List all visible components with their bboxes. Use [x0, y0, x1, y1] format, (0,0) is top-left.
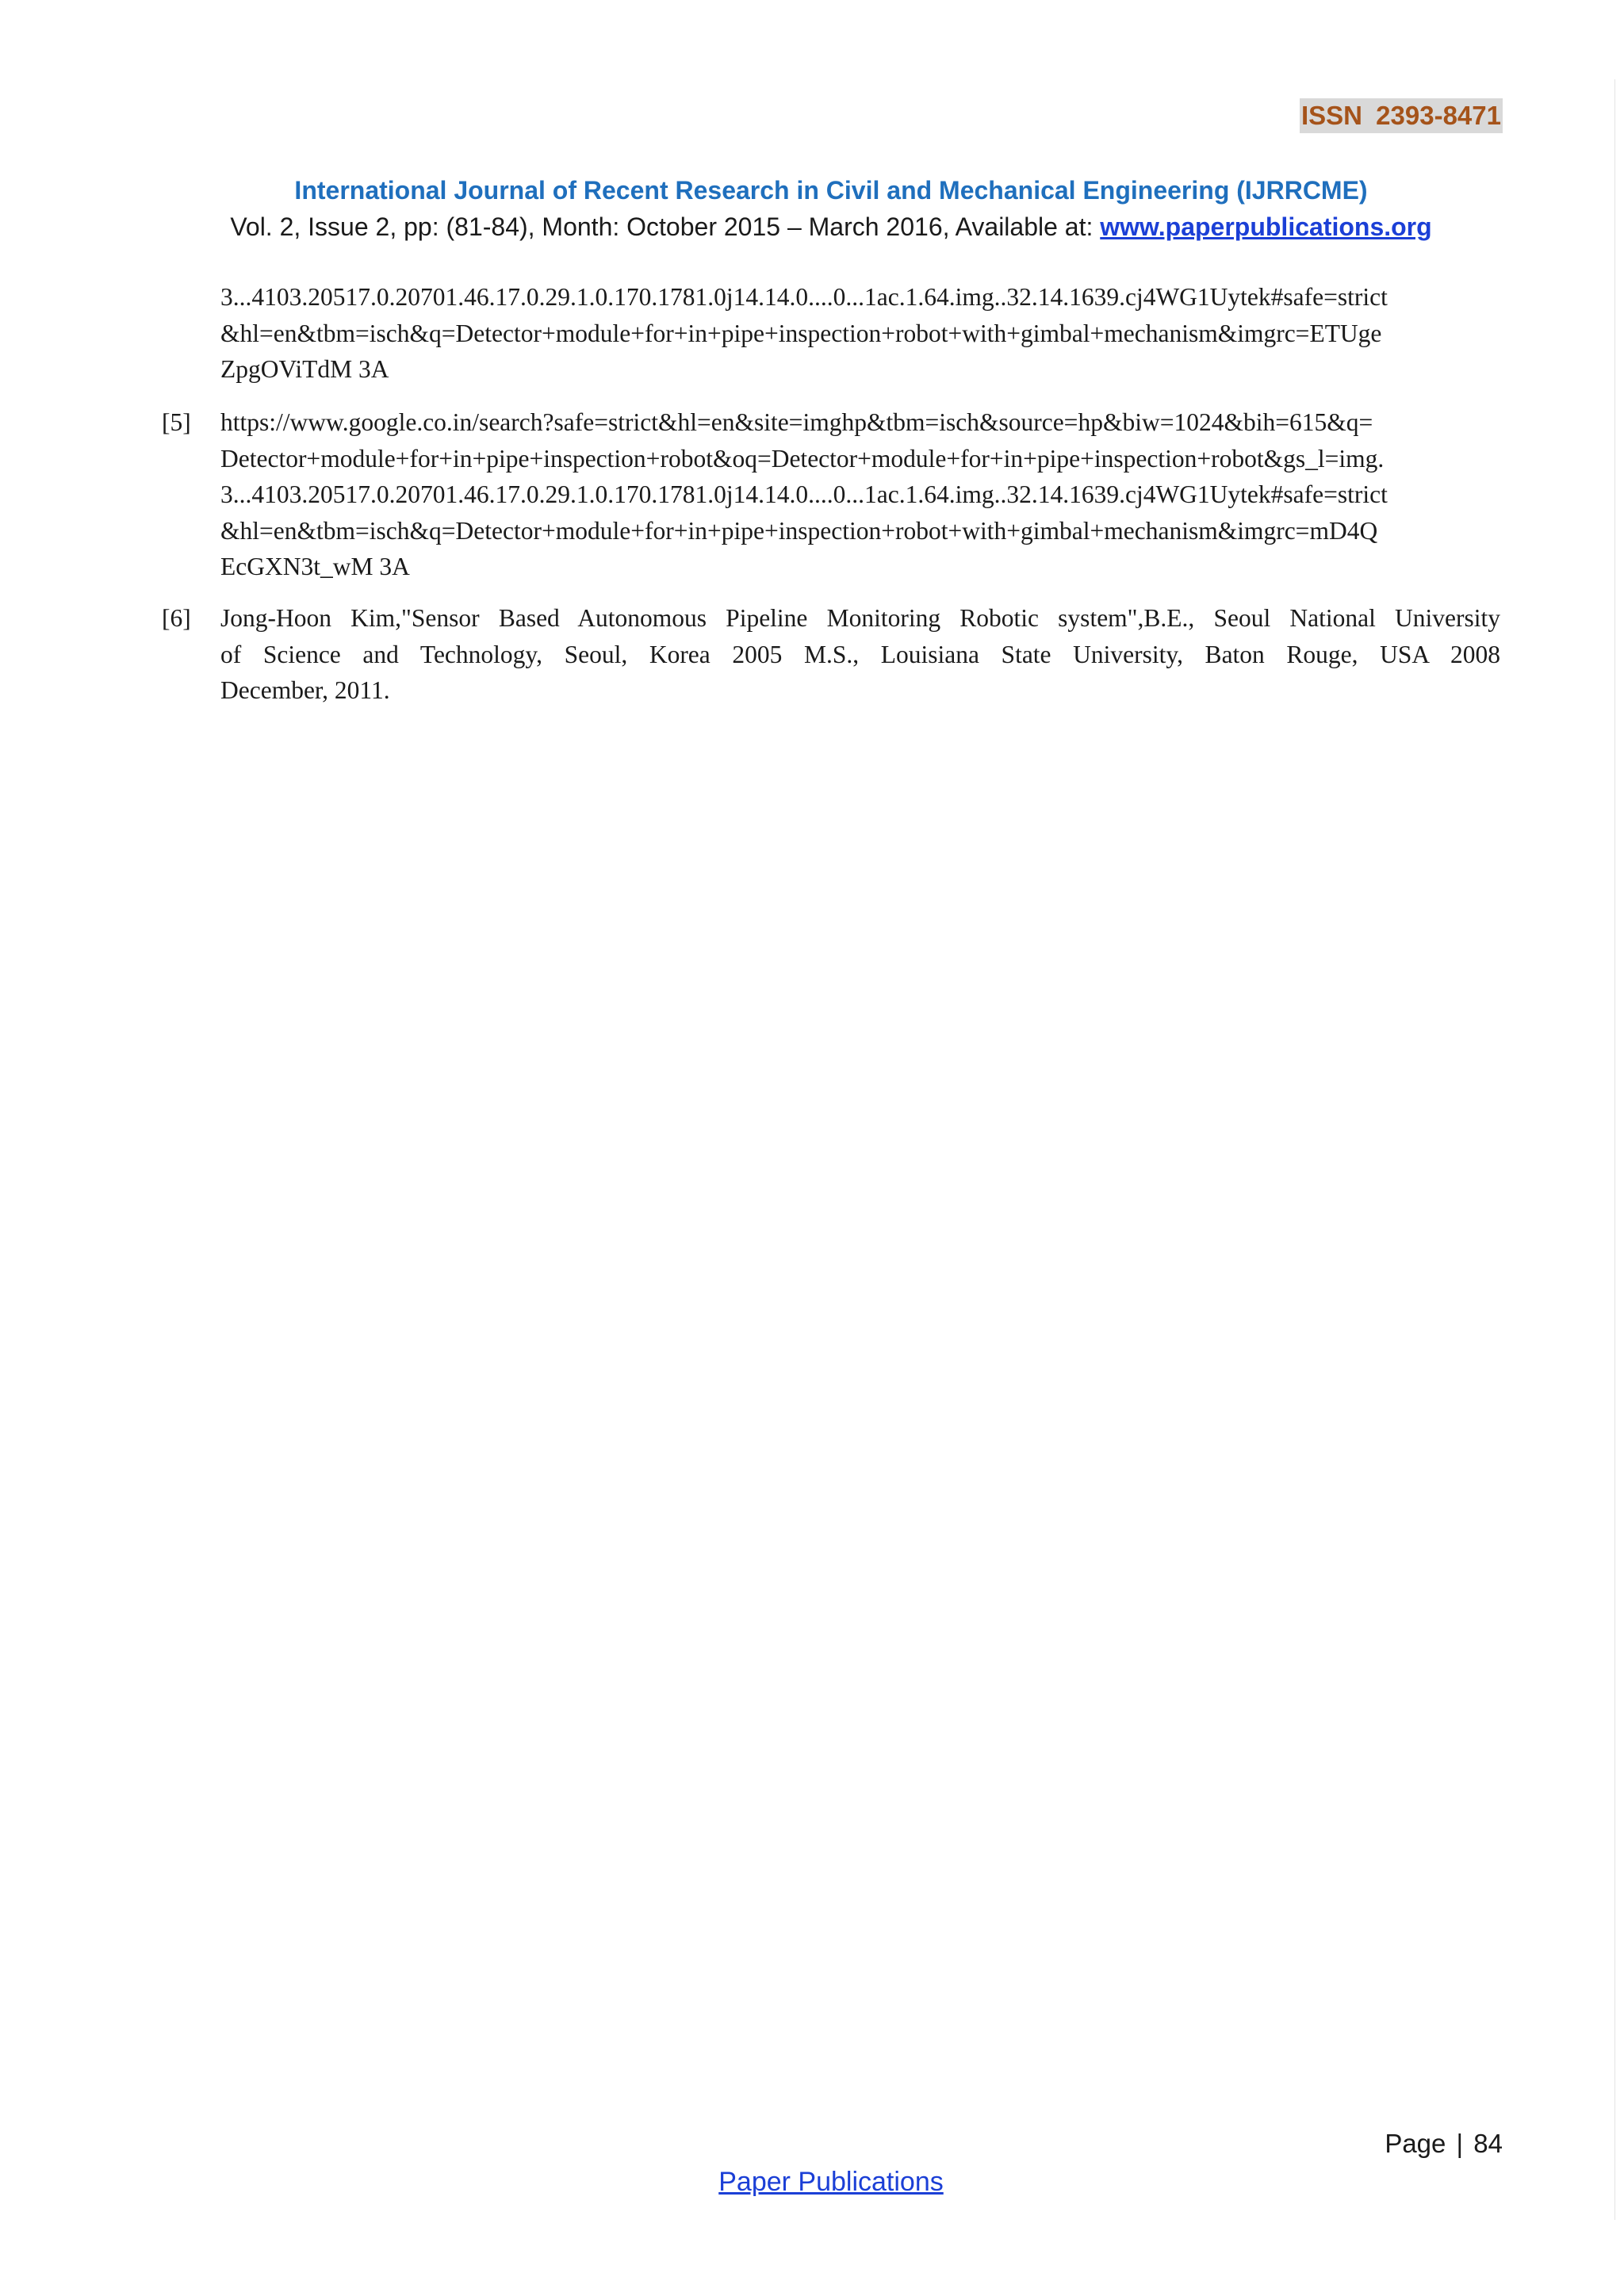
- page-edge-rule: [1614, 79, 1615, 2220]
- reference-item: [162, 404, 1500, 585]
- journal-title: International Journal of Recent Research in Civil and Mechanical Engineering (IJRRCME): [294, 176, 1368, 205]
- journal-volume-line: [0, 209, 1624, 244]
- reference-line: &hl=en&tbm=isch&q=Detector+module+for+in+pipe+inspection+robot+with+gimbal+mechanism&imgrc=mD4Q: [220, 516, 1378, 545]
- reference-item: [162, 279, 1500, 388]
- reference-line: of Science and Technology, Seoul, Korea 2005 M.S., Louisiana State University, Baton Rouge, USA 2008: [220, 640, 1500, 668]
- reference-number: [6]: [162, 604, 191, 632]
- page-number: Page | 84: [1385, 2129, 1503, 2158]
- reference-item: [162, 600, 1500, 709]
- footer: [0, 2164, 1624, 2199]
- reference-line: December, 2011.: [220, 676, 390, 704]
- journal-website-link[interactable]: www.paperpublications.org: [1100, 212, 1432, 241]
- reference-line: EcGXN3t_wM 3A: [220, 553, 410, 580]
- reference-line: 3...4103.20517.0.20701.46.17.0.29.1.0.170.1781.0j14.14.0....0...1ac.1.64.img..32.14.1639.cj4WG1Uytek#safe=strict: [220, 283, 1388, 311]
- reference-text: [220, 279, 1500, 388]
- reference-line: Detector+module+for+in+pipe+inspection+robot&oq=Detector+module+for+in+pipe+inspection+robot&gs_l=img.: [220, 444, 1385, 473]
- reference-text: [220, 600, 1500, 709]
- reference-line: &hl=en&tbm=isch&q=Detector+module+for+in+pipe+inspection+robot+with+gimbal+mechanism&imgrc=ETUge: [220, 319, 1382, 347]
- reference-line: Jong-Hoon Kim,"Sensor Based Autonomous Pipeline Monitoring Robotic system",B.E., Seoul National University: [220, 604, 1500, 632]
- publisher-link[interactable]: Paper Publications: [718, 2167, 944, 2197]
- issn-badge: ISSN 2393-8471: [1300, 98, 1503, 133]
- reference-text: [220, 404, 1500, 585]
- volume-text: Vol. 2, Issue 2, pp: (81-84), Month: October 2015 – March 2016, Available at:: [230, 212, 1101, 241]
- reference-line: ZpgOViTdM 3A: [220, 355, 389, 383]
- reference-line: 3...4103.20517.0.20701.46.17.0.29.1.0.170.1781.0j14.14.0....0...1ac.1.64.img..32.14.1639.cj4WG1Uytek#safe=strict: [220, 480, 1388, 508]
- reference-line: https://www.google.co.in/search?safe=strict&hl=en&site=imghp&tbm=isch&source=hp&biw=1024&bih=615&q=: [220, 408, 1373, 436]
- reference-number: [5]: [162, 408, 191, 436]
